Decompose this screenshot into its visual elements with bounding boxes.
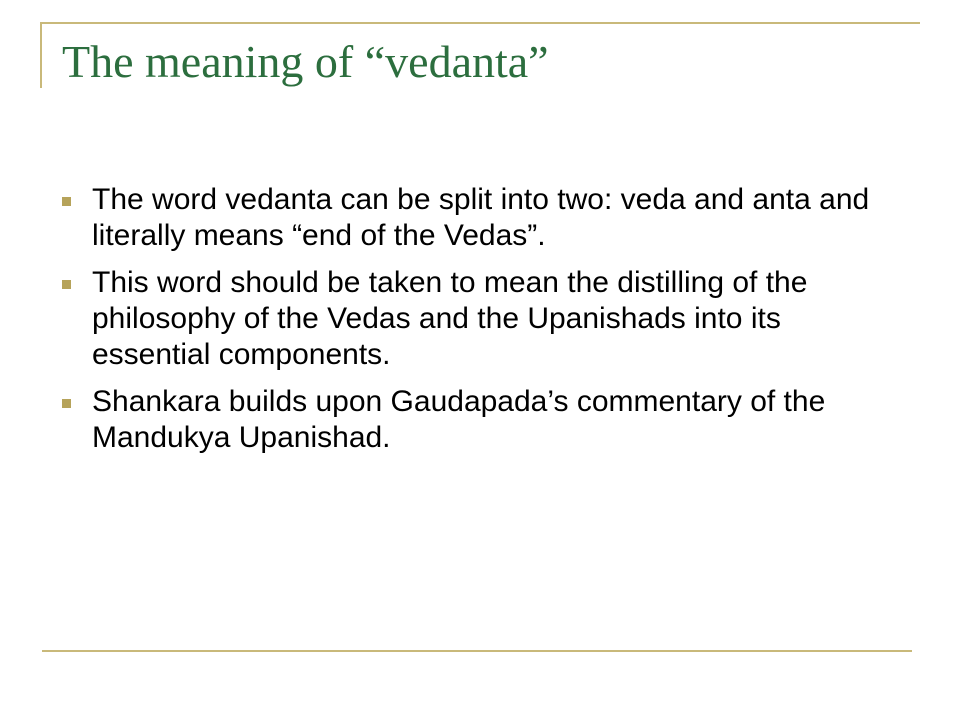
- bullet-list: [60, 182, 900, 467]
- square-bullet-icon: [62, 399, 71, 408]
- top-rule: [40, 22, 920, 24]
- square-bullet-icon: [62, 197, 71, 206]
- bullet-text: Shankara builds upon Gaudapada’s commentary of the Mandukya Upanishad.: [92, 385, 826, 454]
- bullet-text: The word vedanta can be split into two: veda and anta and literally means “end of the Vedas”.: [92, 183, 870, 252]
- bottom-rule: [42, 650, 912, 652]
- slide-title: The meaning of “vedanta”: [62, 36, 549, 87]
- bullet-item: [60, 182, 900, 254]
- square-bullet-icon: [62, 280, 71, 289]
- bullet-item: [60, 384, 900, 456]
- left-rule: [40, 22, 42, 88]
- bullet-item: [60, 265, 900, 373]
- bullet-text: This word should be taken to mean the distilling of the philosophy of the Vedas and the Upanishads into its essential components.: [92, 266, 808, 371]
